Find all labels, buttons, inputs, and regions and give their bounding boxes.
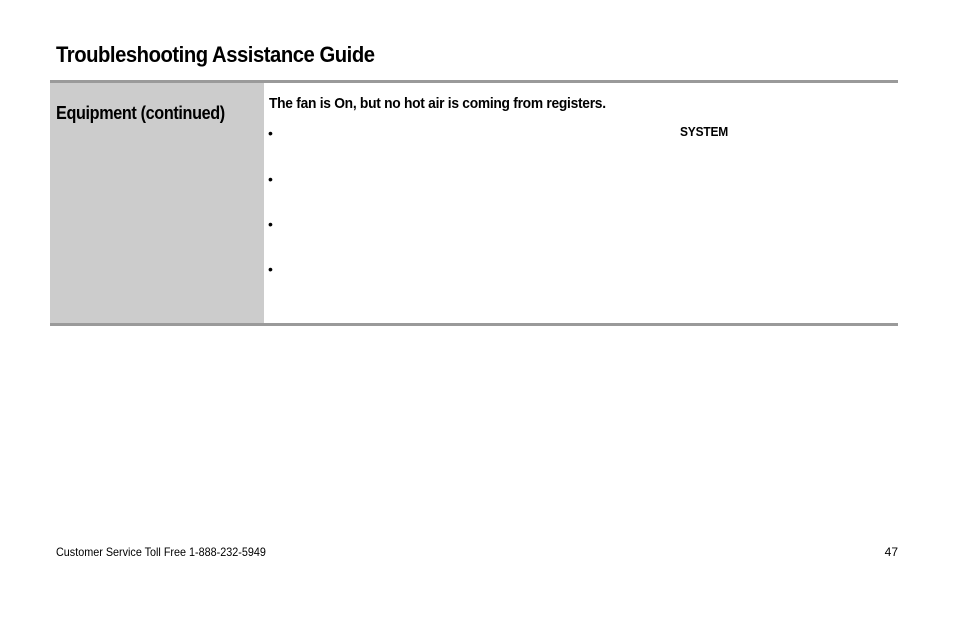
bullet-point-4: • [268,261,273,277]
customer-service-footer: Customer Service Toll Free 1-888-232-5949 [56,545,266,559]
section-label: Equipment (continued) [56,103,225,123]
page-title: Troubleshooting Assistance Guide [56,42,375,67]
solution-cell [264,83,898,323]
bullet-point-2: • [268,171,273,187]
category-cell [50,83,264,323]
system-keyword: SYSTEM [680,124,729,139]
bullet-point-1: • [268,125,273,141]
problem-heading: The fan is On, but no hot air is coming from registers. [269,95,606,112]
bullet-point-3: • [268,216,273,232]
page-number: 47 [884,545,898,559]
troubleshooting-table [50,80,898,326]
